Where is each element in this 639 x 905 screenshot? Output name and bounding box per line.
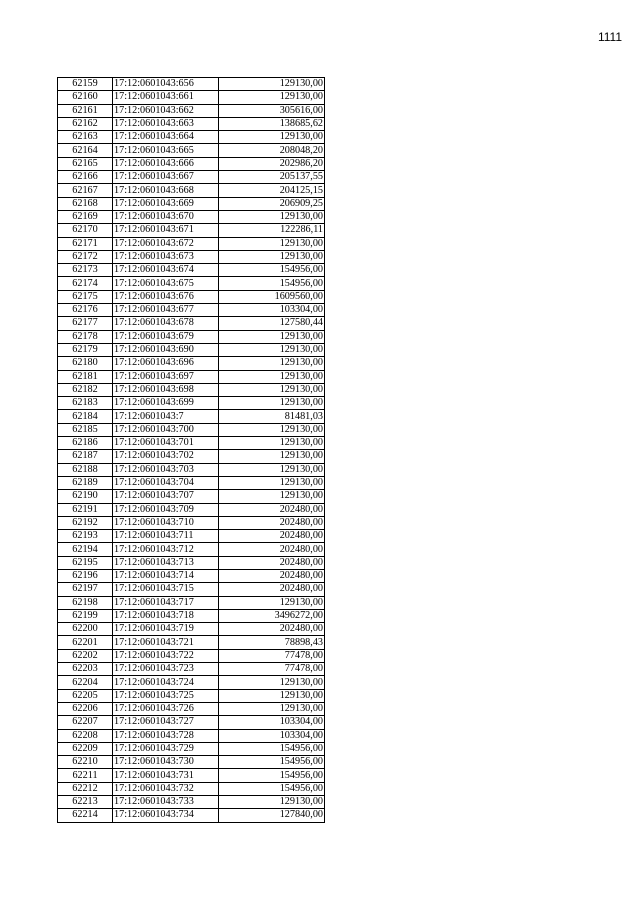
row-number-cell: 62166 <box>58 171 113 184</box>
value-cell: 202986,20 <box>219 157 325 170</box>
value-cell: 122286,11 <box>219 224 325 237</box>
value-cell: 103304,00 <box>219 729 325 742</box>
table-row <box>58 250 325 263</box>
value-cell: 129130,00 <box>219 490 325 503</box>
table-row <box>58 742 325 755</box>
table-row <box>58 543 325 556</box>
value-cell: 154956,00 <box>219 277 325 290</box>
row-number-cell: 62208 <box>58 729 113 742</box>
cadastral-number-cell: 17:12:0601043:665 <box>113 144 219 157</box>
row-number-cell: 62194 <box>58 543 113 556</box>
table-row <box>58 131 325 144</box>
row-number-cell: 62173 <box>58 264 113 277</box>
table-row <box>58 117 325 130</box>
cadastral-number-cell: 17:12:0601043:697 <box>113 370 219 383</box>
table-row <box>58 410 325 423</box>
value-cell: 129130,00 <box>219 423 325 436</box>
row-number-cell: 62179 <box>58 343 113 356</box>
cadastral-number-cell: 17:12:0601043:726 <box>113 702 219 715</box>
table-row <box>58 264 325 277</box>
cadastral-number-cell: 17:12:0601043:701 <box>113 437 219 450</box>
table-row <box>58 782 325 795</box>
value-cell: 81481,03 <box>219 410 325 423</box>
table-row <box>58 609 325 622</box>
value-cell: 154956,00 <box>219 756 325 769</box>
table-row <box>58 330 325 343</box>
row-number-cell: 62201 <box>58 636 113 649</box>
row-number-cell: 62186 <box>58 437 113 450</box>
table-row <box>58 450 325 463</box>
row-number-cell: 62193 <box>58 530 113 543</box>
cadastral-number-cell: 17:12:0601043:713 <box>113 556 219 569</box>
cadastral-value-table <box>57 77 325 823</box>
cadastral-number-cell: 17:12:0601043:714 <box>113 569 219 582</box>
value-cell: 129130,00 <box>219 383 325 396</box>
table-row <box>58 476 325 489</box>
table-row <box>58 437 325 450</box>
row-number-cell: 62198 <box>58 596 113 609</box>
table-row <box>58 503 325 516</box>
value-cell: 129130,00 <box>219 91 325 104</box>
cadastral-number-cell: 17:12:0601043:702 <box>113 450 219 463</box>
value-cell: 78898,43 <box>219 636 325 649</box>
value-cell: 129130,00 <box>219 78 325 91</box>
row-number-cell: 62161 <box>58 104 113 117</box>
cadastral-number-cell: 17:12:0601043:700 <box>113 423 219 436</box>
row-number-cell: 62199 <box>58 609 113 622</box>
row-number-cell: 62212 <box>58 782 113 795</box>
cadastral-number-cell: 17:12:0601043:669 <box>113 197 219 210</box>
cadastral-number-cell: 17:12:0601043:728 <box>113 729 219 742</box>
value-cell: 138685,62 <box>219 117 325 130</box>
cadastral-number-cell: 17:12:0601043:715 <box>113 583 219 596</box>
table-row <box>58 596 325 609</box>
cadastral-number-cell: 17:12:0601043:698 <box>113 383 219 396</box>
row-number-cell: 62171 <box>58 237 113 250</box>
table-row <box>58 210 325 223</box>
table-row <box>58 383 325 396</box>
cadastral-number-cell: 17:12:0601043:673 <box>113 250 219 263</box>
row-number-cell: 62168 <box>58 197 113 210</box>
table-row <box>58 649 325 662</box>
cadastral-number-cell: 17:12:0601043:719 <box>113 623 219 636</box>
value-cell: 154956,00 <box>219 782 325 795</box>
row-number-cell: 62206 <box>58 702 113 715</box>
row-number-cell: 62211 <box>58 769 113 782</box>
row-number-cell: 62191 <box>58 503 113 516</box>
cadastral-number-cell: 17:12:0601043:711 <box>113 530 219 543</box>
table-row <box>58 756 325 769</box>
value-cell: 202480,00 <box>219 583 325 596</box>
cadastral-number-cell: 17:12:0601043:666 <box>113 157 219 170</box>
table-row <box>58 197 325 210</box>
table-row <box>58 144 325 157</box>
row-number-cell: 62192 <box>58 516 113 529</box>
cadastral-number-cell: 17:12:0601043:678 <box>113 317 219 330</box>
cadastral-number-cell: 17:12:0601043:727 <box>113 716 219 729</box>
value-cell: 202480,00 <box>219 516 325 529</box>
cadastral-number-cell: 17:12:0601043:724 <box>113 676 219 689</box>
row-number-cell: 62190 <box>58 490 113 503</box>
cadastral-number-cell: 17:12:0601043:671 <box>113 224 219 237</box>
row-number-cell: 62178 <box>58 330 113 343</box>
table-row <box>58 277 325 290</box>
row-number-cell: 62202 <box>58 649 113 662</box>
cadastral-number-cell: 17:12:0601043:699 <box>113 397 219 410</box>
row-number-cell: 62213 <box>58 796 113 809</box>
table-row <box>58 184 325 197</box>
cadastral-number-cell: 17:12:0601043:696 <box>113 357 219 370</box>
table-row <box>58 370 325 383</box>
table-row <box>58 676 325 689</box>
table-row <box>58 623 325 636</box>
cadastral-number-cell: 17:12:0601043:662 <box>113 104 219 117</box>
value-cell: 129130,00 <box>219 796 325 809</box>
row-number-cell: 62180 <box>58 357 113 370</box>
cadastral-number-cell: 17:12:0601043:661 <box>113 91 219 104</box>
value-cell: 202480,00 <box>219 530 325 543</box>
table-row <box>58 583 325 596</box>
table-row <box>58 78 325 91</box>
row-number-cell: 62170 <box>58 224 113 237</box>
cadastral-number-cell: 17:12:0601043:656 <box>113 78 219 91</box>
row-number-cell: 62159 <box>58 78 113 91</box>
value-cell: 154956,00 <box>219 264 325 277</box>
table-row <box>58 423 325 436</box>
row-number-cell: 62181 <box>58 370 113 383</box>
row-number-cell: 62209 <box>58 742 113 755</box>
cadastral-number-cell: 17:12:0601043:722 <box>113 649 219 662</box>
value-cell: 202480,00 <box>219 543 325 556</box>
cadastral-number-cell: 17:12:0601043:664 <box>113 131 219 144</box>
cadastral-number-cell: 17:12:0601043:672 <box>113 237 219 250</box>
cadastral-number-cell: 17:12:0601043:667 <box>113 171 219 184</box>
value-cell: 202480,00 <box>219 623 325 636</box>
value-cell: 129130,00 <box>219 689 325 702</box>
cadastral-number-cell: 17:12:0601043:734 <box>113 809 219 822</box>
cadastral-number-cell: 17:12:0601043:7 <box>113 410 219 423</box>
table-row <box>58 530 325 543</box>
value-cell: 205137,55 <box>219 171 325 184</box>
row-number-cell: 62184 <box>58 410 113 423</box>
table-row <box>58 556 325 569</box>
value-cell: 154956,00 <box>219 742 325 755</box>
row-number-cell: 62210 <box>58 756 113 769</box>
row-number-cell: 62187 <box>58 450 113 463</box>
value-cell: 77478,00 <box>219 649 325 662</box>
value-cell: 3496272,00 <box>219 609 325 622</box>
value-cell: 129130,00 <box>219 476 325 489</box>
value-cell: 103304,00 <box>219 304 325 317</box>
table-row <box>58 729 325 742</box>
row-number-cell: 62197 <box>58 583 113 596</box>
table-row <box>58 357 325 370</box>
table-body <box>58 78 325 823</box>
row-number-cell: 62203 <box>58 663 113 676</box>
value-cell: 305616,00 <box>219 104 325 117</box>
value-cell: 129130,00 <box>219 210 325 223</box>
cadastral-number-cell: 17:12:0601043:703 <box>113 463 219 476</box>
value-cell: 129130,00 <box>219 250 325 263</box>
table-row <box>58 304 325 317</box>
row-number-cell: 62207 <box>58 716 113 729</box>
cadastral-number-cell: 17:12:0601043:732 <box>113 782 219 795</box>
table-row <box>58 237 325 250</box>
value-cell: 129130,00 <box>219 237 325 250</box>
table-row <box>58 702 325 715</box>
row-number-cell: 62162 <box>58 117 113 130</box>
row-number-cell: 62174 <box>58 277 113 290</box>
cadastral-number-cell: 17:12:0601043:710 <box>113 516 219 529</box>
row-number-cell: 62188 <box>58 463 113 476</box>
value-cell: 129130,00 <box>219 437 325 450</box>
value-cell: 1609560,00 <box>219 290 325 303</box>
row-number-cell: 62183 <box>58 397 113 410</box>
table-row <box>58 490 325 503</box>
table-row <box>58 769 325 782</box>
row-number-cell: 62182 <box>58 383 113 396</box>
table-row <box>58 224 325 237</box>
value-cell: 129130,00 <box>219 397 325 410</box>
cadastral-number-cell: 17:12:0601043:668 <box>113 184 219 197</box>
page-number: 1111 <box>597 30 622 44</box>
cadastral-number-cell: 17:12:0601043:717 <box>113 596 219 609</box>
value-cell: 129130,00 <box>219 330 325 343</box>
row-number-cell: 62164 <box>58 144 113 157</box>
table-row <box>58 809 325 822</box>
value-cell: 129130,00 <box>219 596 325 609</box>
row-number-cell: 62204 <box>58 676 113 689</box>
cadastral-number-cell: 17:12:0601043:709 <box>113 503 219 516</box>
cadastral-number-cell: 17:12:0601043:723 <box>113 663 219 676</box>
table-row <box>58 397 325 410</box>
value-cell: 129130,00 <box>219 450 325 463</box>
cadastral-number-cell: 17:12:0601043:679 <box>113 330 219 343</box>
row-number-cell: 62195 <box>58 556 113 569</box>
value-cell: 208048,20 <box>219 144 325 157</box>
cadastral-number-cell: 17:12:0601043:712 <box>113 543 219 556</box>
row-number-cell: 62189 <box>58 476 113 489</box>
cadastral-number-cell: 17:12:0601043:729 <box>113 742 219 755</box>
value-cell: 127580,44 <box>219 317 325 330</box>
cadastral-number-cell: 17:12:0601043:733 <box>113 796 219 809</box>
table-row <box>58 317 325 330</box>
row-number-cell: 62214 <box>58 809 113 822</box>
table-row <box>58 516 325 529</box>
value-cell: 206909,25 <box>219 197 325 210</box>
table-row <box>58 157 325 170</box>
table-row <box>58 463 325 476</box>
value-cell: 127840,00 <box>219 809 325 822</box>
cadastral-number-cell: 17:12:0601043:676 <box>113 290 219 303</box>
table-row <box>58 569 325 582</box>
value-cell: 129130,00 <box>219 357 325 370</box>
value-cell: 129130,00 <box>219 131 325 144</box>
cadastral-number-cell: 17:12:0601043:731 <box>113 769 219 782</box>
row-number-cell: 62196 <box>58 569 113 582</box>
table-row <box>58 689 325 702</box>
cadastral-number-cell: 17:12:0601043:730 <box>113 756 219 769</box>
value-cell: 129130,00 <box>219 343 325 356</box>
value-cell: 129130,00 <box>219 370 325 383</box>
table-row <box>58 104 325 117</box>
cadastral-number-cell: 17:12:0601043:670 <box>113 210 219 223</box>
row-number-cell: 62160 <box>58 91 113 104</box>
row-number-cell: 62185 <box>58 423 113 436</box>
cadastral-number-cell: 17:12:0601043:707 <box>113 490 219 503</box>
cadastral-number-cell: 17:12:0601043:721 <box>113 636 219 649</box>
value-cell: 103304,00 <box>219 716 325 729</box>
value-cell: 202480,00 <box>219 569 325 582</box>
value-cell: 154956,00 <box>219 769 325 782</box>
row-number-cell: 62172 <box>58 250 113 263</box>
value-cell: 129130,00 <box>219 463 325 476</box>
table-row <box>58 716 325 729</box>
cadastral-number-cell: 17:12:0601043:677 <box>113 304 219 317</box>
row-number-cell: 62176 <box>58 304 113 317</box>
row-number-cell: 62177 <box>58 317 113 330</box>
row-number-cell: 62169 <box>58 210 113 223</box>
table-row <box>58 663 325 676</box>
value-cell: 129130,00 <box>219 702 325 715</box>
table-row <box>58 171 325 184</box>
cadastral-number-cell: 17:12:0601043:690 <box>113 343 219 356</box>
value-cell: 129130,00 <box>219 676 325 689</box>
row-number-cell: 62205 <box>58 689 113 702</box>
value-cell: 77478,00 <box>219 663 325 676</box>
row-number-cell: 62175 <box>58 290 113 303</box>
table-row <box>58 290 325 303</box>
table-row <box>58 636 325 649</box>
row-number-cell: 62200 <box>58 623 113 636</box>
row-number-cell: 62167 <box>58 184 113 197</box>
table-row <box>58 343 325 356</box>
cadastral-number-cell: 17:12:0601043:663 <box>113 117 219 130</box>
value-cell: 204125,15 <box>219 184 325 197</box>
table-row <box>58 796 325 809</box>
row-number-cell: 62163 <box>58 131 113 144</box>
value-cell: 202480,00 <box>219 503 325 516</box>
cadastral-number-cell: 17:12:0601043:725 <box>113 689 219 702</box>
cadastral-number-cell: 17:12:0601043:675 <box>113 277 219 290</box>
value-cell: 202480,00 <box>219 556 325 569</box>
cadastral-number-cell: 17:12:0601043:704 <box>113 476 219 489</box>
cadastral-number-cell: 17:12:0601043:674 <box>113 264 219 277</box>
row-number-cell: 62165 <box>58 157 113 170</box>
cadastral-number-cell: 17:12:0601043:718 <box>113 609 219 622</box>
table-row <box>58 91 325 104</box>
